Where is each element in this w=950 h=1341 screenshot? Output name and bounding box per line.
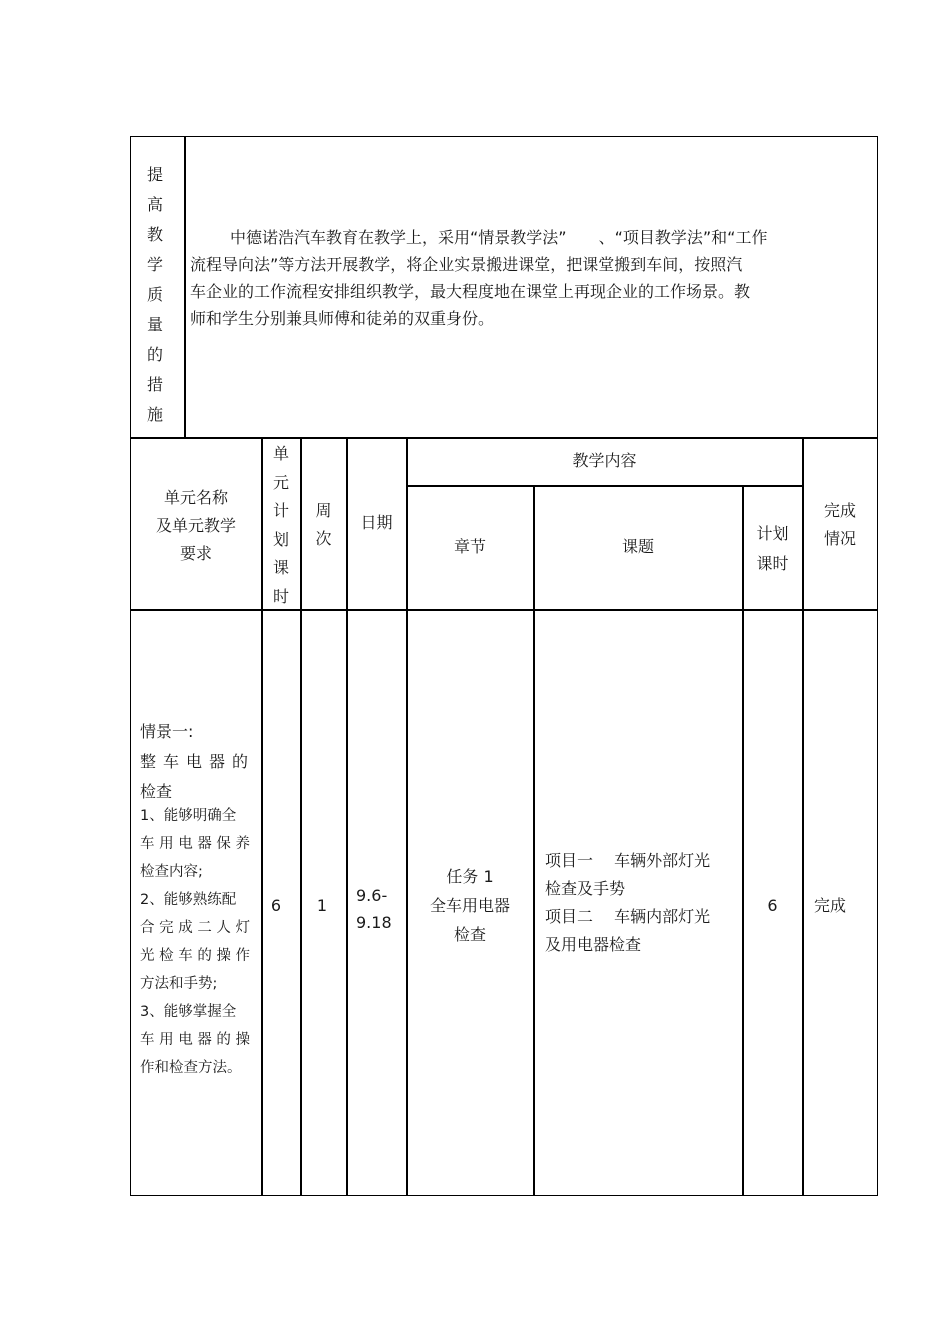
header-char: 元 [272, 472, 289, 492]
col-line-3 [346, 437, 348, 1196]
requirement-line: 2、能够熟练配 [140, 892, 237, 908]
header-text: 课时 [756, 554, 789, 573]
header-text: 情况 [823, 529, 856, 548]
requirement-line: 作和检查方法。 [140, 1060, 242, 1076]
paragraph-line: 中德诺浩汽车教育在教学上，采用“情景教学法” 、“项目教学法”和“工作 [230, 228, 768, 247]
header-text: 要求 [179, 544, 212, 563]
chapter-line: 全车用电器 [429, 896, 510, 915]
paragraph-line: 师和学生分别兼具师傅和徒弟的双重身份。 [190, 309, 495, 328]
header-chapter: 章节 [453, 537, 486, 556]
cell-date [356, 882, 406, 936]
side-label-char: 提 [146, 165, 163, 184]
requirement-line: 车 用 电 器 的 操 [140, 1032, 251, 1048]
requirement-line: 检查内容; [140, 864, 203, 880]
cell-status: 完成 [814, 896, 847, 915]
header-unit-name [132, 484, 260, 568]
paragraph-line: 流程导向法”等方法开展教学，将企业实景搬进课堂，把课堂搬到车间，按照汽 [190, 255, 743, 274]
header-topic: 课题 [621, 537, 654, 556]
side-label-char: 教 [146, 225, 163, 244]
header-text: 及单元教学 [155, 516, 236, 535]
topic-line: 及用电器检查 [545, 935, 642, 954]
header-week [302, 497, 345, 553]
date-line: 9.6- [356, 886, 388, 905]
cell-chapter [408, 862, 532, 949]
header-text: 单元名称 [163, 488, 228, 507]
side-label-char: 量 [146, 315, 163, 334]
requirement-line: 3、能够掌握全 [140, 1004, 237, 1020]
date-line: 9.18 [356, 913, 392, 932]
header-unit-hours [263, 440, 299, 611]
header-status [804, 497, 876, 553]
header-text: 完成 [823, 501, 856, 520]
requirement-line: 1、能够明确全 [140, 808, 237, 824]
requirement-line: 车 用 电 器 保 养 [140, 836, 251, 852]
header-char: 次 [315, 529, 332, 548]
header-char: 课 [272, 558, 289, 577]
unit-title-line: 情景一: [140, 722, 194, 741]
header-char: 时 [272, 586, 289, 606]
unit-title [140, 717, 250, 807]
header-text: 计划 [756, 524, 789, 543]
col-line-7 [742, 485, 744, 1196]
requirement-line: 合 完 成 二 人 灯 [140, 920, 251, 936]
requirement-line: 方法和手势; [140, 976, 218, 992]
requirement-line: 光 检 车 的 操 作 [140, 948, 251, 964]
header-teaching-content: 教学内容 [572, 451, 637, 470]
cell-topic [545, 847, 740, 959]
side-label-char: 施 [146, 405, 163, 424]
header-plan-hours [744, 519, 801, 579]
chapter-line: 检查 [453, 925, 486, 944]
topic-line: 项目二 车辆内部灯光 [545, 907, 711, 926]
section-divider [130, 437, 878, 439]
header-char: 周 [315, 501, 332, 520]
side-label-char: 高 [146, 195, 163, 214]
side-label-char: 质 [146, 285, 163, 304]
chapter-line: 任务 1 [446, 867, 494, 886]
topic-line: 项目一 车辆外部灯光 [545, 851, 711, 870]
header-bottom-line [130, 609, 878, 611]
cell-week: 1 [316, 896, 328, 915]
header-char: 划 [272, 529, 289, 549]
header-date: 日期 [360, 513, 393, 532]
cell-unit-hours: 6 [270, 896, 282, 915]
side-label-char: 学 [146, 255, 163, 274]
paragraph-line: 车企业的工作流程安排组织教学，最大程度地在课堂上再现企业的工作场景。教 [190, 282, 751, 301]
col-line-6 [533, 485, 535, 1196]
measures-divider [184, 137, 186, 439]
cell-plan-hours: 6 [767, 896, 778, 915]
topic-line: 检查及手势 [545, 879, 626, 898]
unit-requirements [140, 802, 250, 1082]
side-label [144, 160, 166, 430]
unit-title-line: 整 车 电 器 的 [140, 752, 248, 771]
side-label-char: 措 [146, 375, 163, 394]
measures-paragraph [190, 224, 862, 332]
header-char: 计 [272, 501, 289, 520]
side-label-char: 的 [146, 345, 163, 364]
unit-title-line: 检查 [140, 782, 173, 801]
header-char: 单 [272, 444, 289, 463]
